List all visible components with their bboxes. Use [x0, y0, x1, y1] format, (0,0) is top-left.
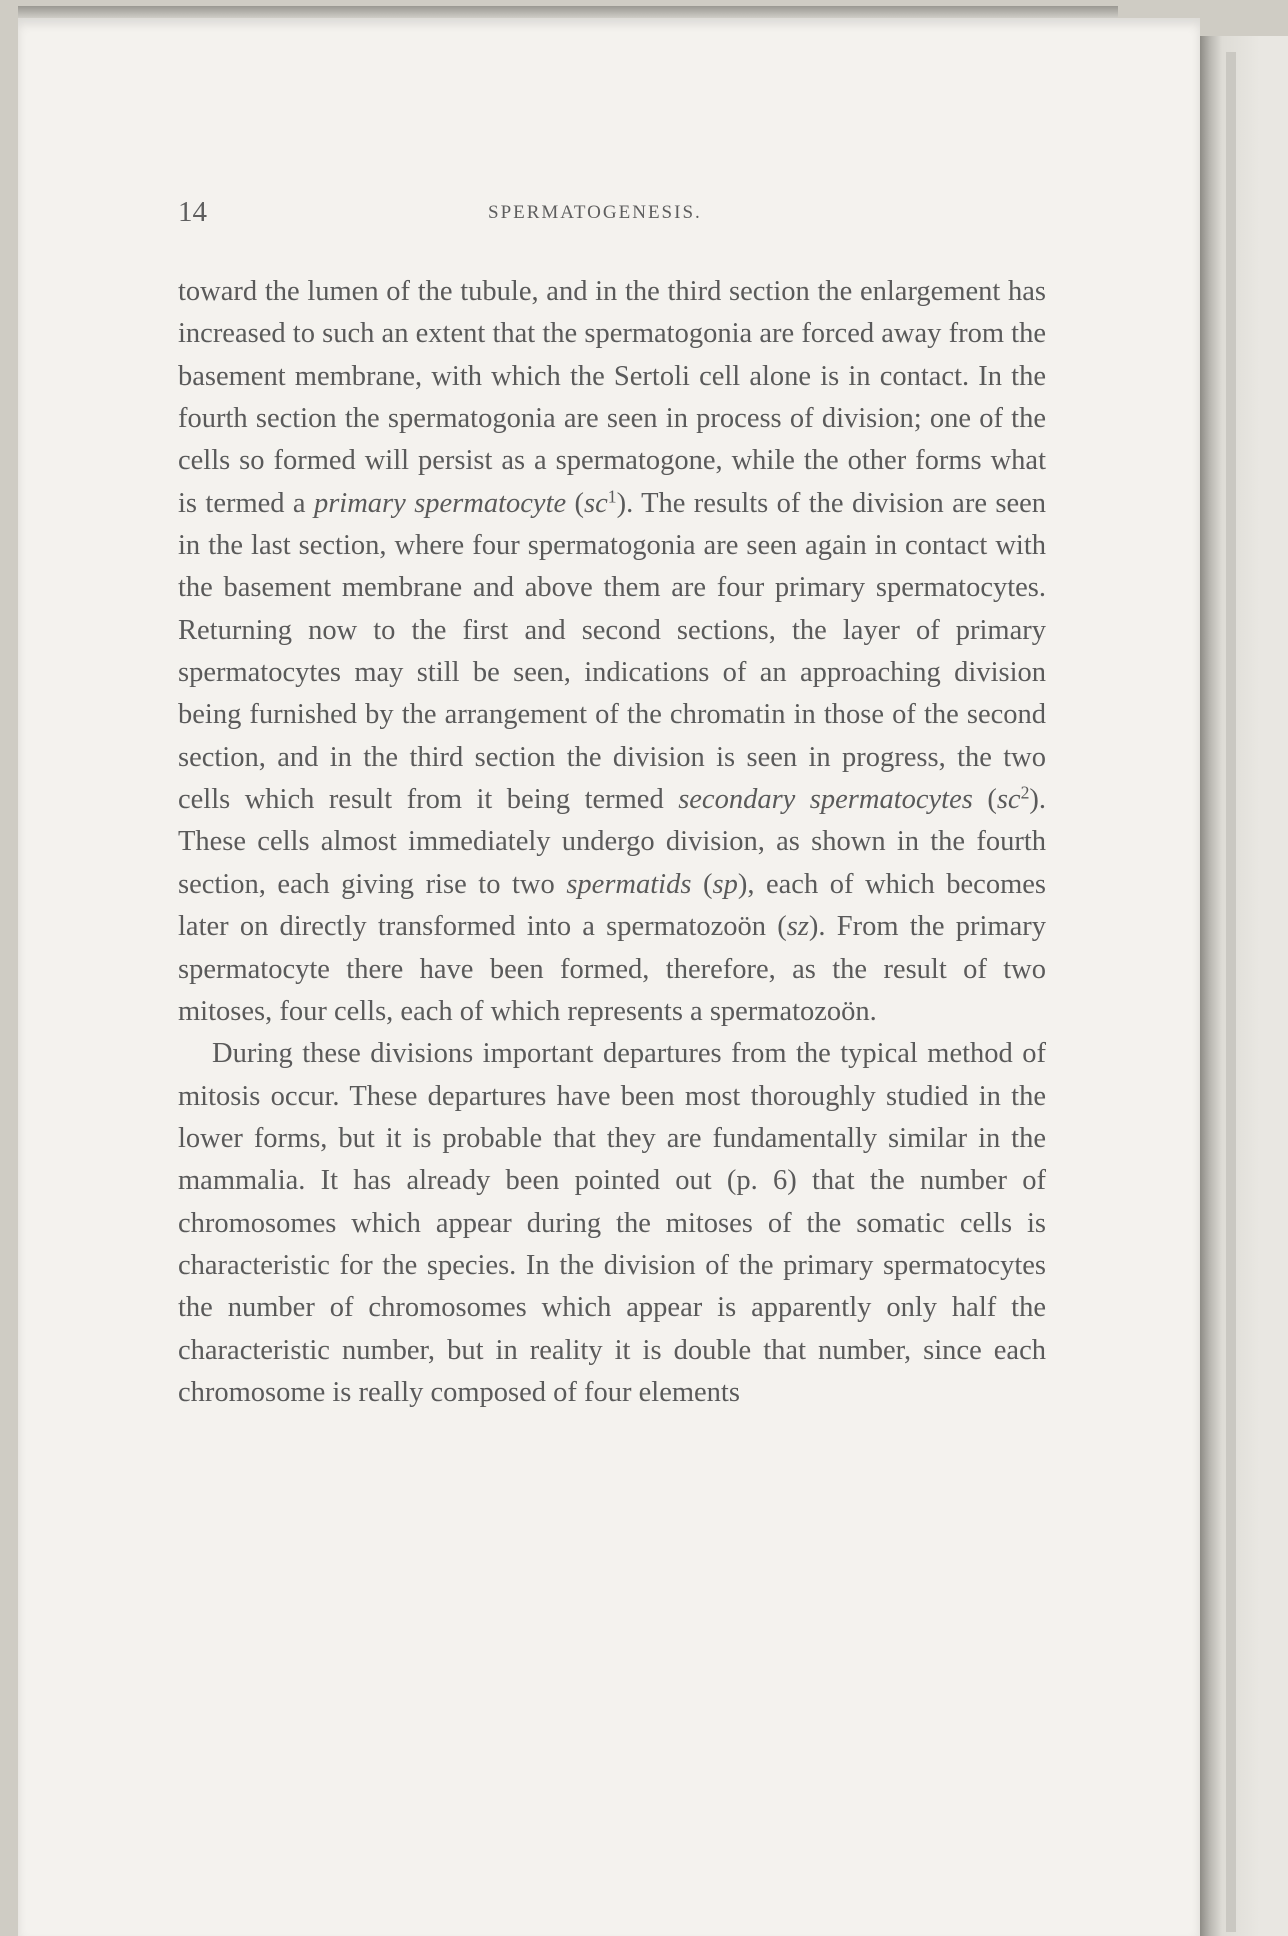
superscript: 1	[607, 486, 617, 507]
italic-term: secondary spermatocytes	[678, 784, 973, 816]
running-title: SPERMATOGENESIS.	[488, 202, 702, 223]
italic-term: spermatids	[566, 868, 692, 900]
italic-term: primary spermatocyte	[313, 487, 567, 519]
text-run: ), each of which becomes later on directly transformed into a spermatozoön (	[178, 868, 1046, 943]
body-text	[178, 271, 1046, 1414]
italic-term: sz	[786, 911, 809, 943]
paragraph	[178, 1033, 1046, 1414]
book-binding-strip	[1226, 52, 1236, 1932]
page-number: 14	[178, 196, 207, 228]
text-run: ). These cells almost immediately undergo division, as shown in the fourth section, each giving rise to two	[178, 784, 1047, 900]
text-run: During these divisions important departures from the typical method of mitosis occur. These departures have been most thoroughly studied in the lower forms, but it is probable that they are fundamentally similar in the mammalia. It has already been pointed out (p. 6) that the number of chromosomes which appear during the mitoses of the somatic cells is characteristic for the species. In the division of the primary spermatocytes the number of chromosomes which appear is apparently only half the characteristic number, but in reality it is double that number, since each chromosome is really composed of four elements	[178, 1038, 1046, 1408]
text-run: ). The results of the division are seen in the last section, where four spermatogonia are seen again in contact with the basement membrane and above them are four primary spermatocytes. Returning now to the first and second sections, the layer of primary spermatocytes may still be seen, indications of an approaching division being furnished by the arrangement of the chromatin in those of the second section, and in the third section the division is seen in progress, the two cells which result from it being termed	[178, 487, 1046, 816]
text-run: (	[691, 868, 713, 900]
book-binding-edge	[1200, 36, 1288, 1936]
italic-term: sp	[712, 868, 738, 900]
running-head	[178, 196, 1058, 232]
paragraph	[178, 271, 1046, 1033]
text-run: (	[566, 487, 585, 519]
text-run: ). From the primary spermatocyte there have been formed, therefore, as the result of two mitoses, four cells, each of which represents a spermatozoön.	[178, 911, 1046, 1027]
italic-term: sc	[996, 784, 1021, 816]
italic-term: sc	[584, 487, 608, 519]
text-run: toward the lumen of the tubule, and in the third section the enlargement has increased to such an extent that the spermatogonia are forced away from the basement membrane, with which the Sertoli cell alone is in contact. In the fourth section the spermatogonia are seen in process of division; one of the cells so formed will persist as a spermatogone, while the other forms what is termed a	[178, 276, 1046, 519]
text-run: (	[972, 784, 997, 816]
superscript: 2	[1020, 782, 1030, 803]
